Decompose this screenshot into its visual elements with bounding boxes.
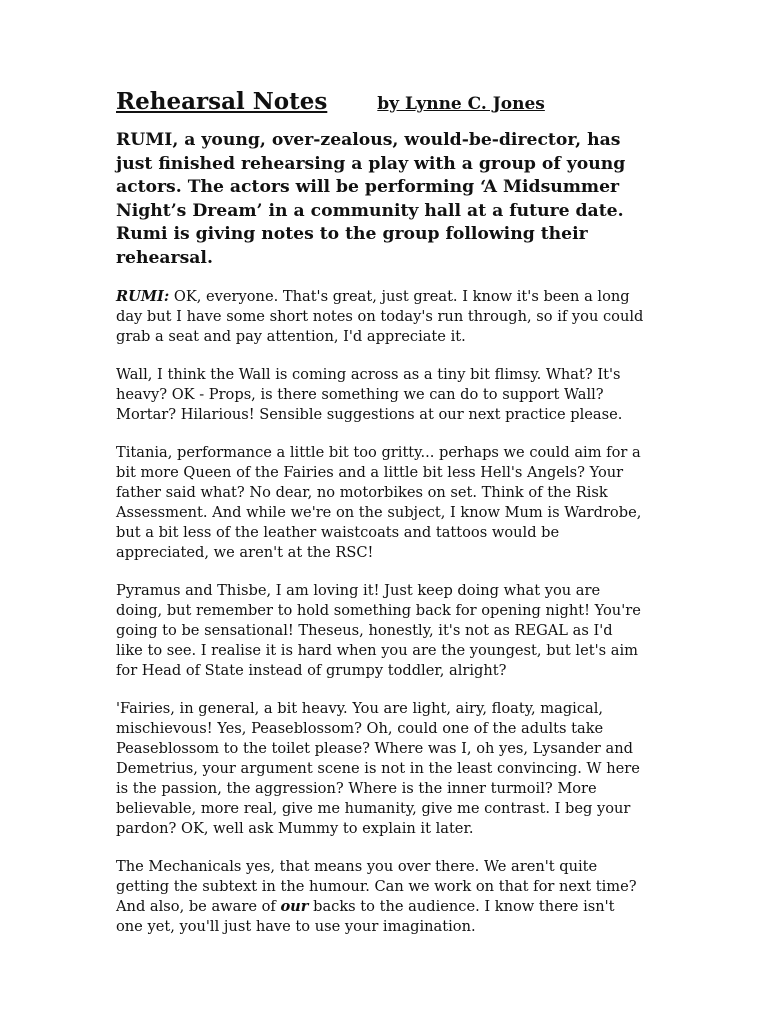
title-row	[116, 88, 644, 115]
paragraph-1-text: OK, everyone. That's great, just great. I know it's been a long day but I have some short notes on today's run through, so if you could grab a seat and pay attention, I'd appreciate it.	[116, 287, 644, 345]
speaker-label: RUMI:	[116, 287, 170, 305]
paragraph-6	[116, 857, 644, 937]
document-page	[116, 88, 644, 955]
paragraph-6-text-start: The Mechanicals yes, that means you over there. We aren't quite getting the subtext in the humour. Can we work on that for next time? And also, be aware of	[116, 857, 637, 915]
paragraph-2: Wall, I think the Wall is coming across as a tiny bit flimsy. What? It's heavy? OK - Props, is there something we can do to support Wall? Mortar? Hilarious! Sensible suggestions at our next practice please.	[116, 365, 623, 423]
paragraph-1	[116, 287, 644, 347]
document-author: by Lynne C. Jones	[377, 94, 545, 114]
paragraph-3: Titania, performance a little bit too gritty... perhaps we could aim for a bit more Queen of the Fairies and a little bit less Hell's Angels? Your father said what? No dear, no motorbikes on set. Think of the Risk Assessment. And while we're on the subject, I know Mum is Wardrobe, but a bit less of the leather waistcoats and tattoos would be appreciated, we aren't at the RSC!	[116, 443, 642, 561]
paragraph-4: Pyramus and Thisbe, I am loving it! Just keep doing what you are doing, but remember to hold something back for opening night! You're going to be sensational! Theseus, honestly, it's not as REGAL as I'd like to see. I realise it is hard when you are the youngest, but let's aim for Head of State instead of grumpy toddler, alright?	[116, 581, 641, 679]
paragraph-6-text-end: backs to the audience. I know there isn't one yet, you'll just have to use your imagination.	[116, 897, 615, 935]
paragraph-6-emphasis: our	[280, 897, 309, 915]
paragraph-5: 'Fairies, in general, a bit heavy. You are light, airy, floaty, magical, mischievous! Yes, Peaseblossom? Oh, could one of the adults take Peaseblossom to the toilet please? Where was I, oh yes, Lysander and Demetrius, your argument scene is not in the least convincing. W here is the passion, the aggression? Where is the inner turmoil? More believable, more real, give me humanity, give me contrast. I beg your pardon? OK, well ask Mummy to explain it later.	[116, 699, 640, 837]
document-title: Rehearsal Notes	[116, 88, 328, 115]
intro-paragraph: RUMI, a young, over-zealous, would-be-director, has just finished rehearsing a play with a group of young actors. The actors will be performing ‘A Midsummer Night’s Dream’ in a community hall at a future date. Rumi is giving notes to the group following their rehearsal.	[116, 130, 626, 268]
